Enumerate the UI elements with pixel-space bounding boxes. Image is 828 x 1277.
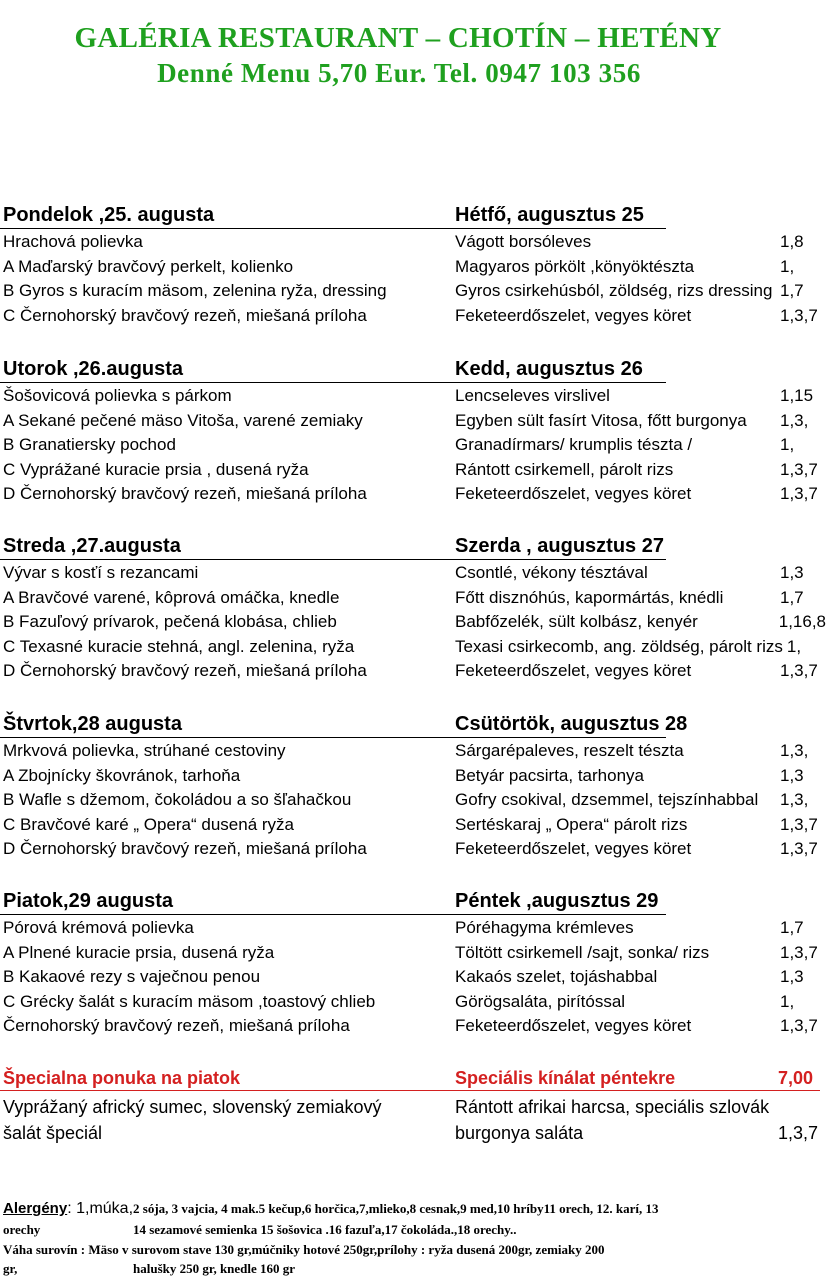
menu-item-allergens: 1,3, bbox=[780, 410, 809, 430]
day-title-hu: Csütörtök, augusztus 28 bbox=[455, 713, 688, 735]
day-divider bbox=[0, 737, 666, 738]
menu-item-allergens: 1,3,7 bbox=[780, 484, 818, 504]
allergen-rest: 2 sója, 3 vajcia, 4 mak.5 kečup,6 horčica,7,mlieko,8 cesnak,9 med,10 hríby11 orech, 12. karí, 13 bbox=[133, 1201, 659, 1216]
menu-item-hu: Csontlé, vékony tésztával bbox=[455, 563, 648, 582]
menu-item-hu: Sárgarépaleves, reszelt tészta bbox=[455, 741, 684, 760]
menu-item-sk: A Plnené kuracie prsia, dusená ryža bbox=[3, 942, 275, 962]
menu-item-allergens: 1,7 bbox=[780, 918, 804, 937]
menu-item-hu: Feketeerdőszelet, vegyes köret bbox=[455, 305, 692, 325]
menu-item-hu: Feketeerdőszelet, vegyes köret bbox=[455, 484, 692, 504]
allergen-first: : 1,múka, bbox=[67, 1200, 134, 1217]
menu-item-sk: B Wafle s džemom, čokoládou a so šľahačkou bbox=[3, 790, 352, 810]
menu-item-sk: A Sekané pečené mäso Vitoša, varené zemiaky bbox=[3, 410, 363, 430]
menu-item-hu: Feketeerdőszelet, vegyes köret bbox=[455, 1016, 692, 1036]
menu-item-sk: Hrachová polievka bbox=[3, 232, 143, 251]
menu-item-sk: Pórová krémová polievka bbox=[3, 918, 194, 937]
menu-item-allergens: 1,3,7 bbox=[780, 1016, 818, 1036]
weight-line-1: Váha surovín : Mäso v surovom stave 130 gr,múčniky hotové 250gr,prílohy : ryža dusená 200gr, zemiaky 200 bbox=[3, 1242, 605, 1257]
allergen-line-2 bbox=[3, 1222, 517, 1238]
menu-item-sk: C Vyprážané kuracie prsia , dusená ryža bbox=[3, 459, 309, 479]
menu-item-sk: Černohorský bravčový rezeň, miešaná príloha bbox=[3, 1016, 350, 1036]
special-allergens: 1,3,7 bbox=[778, 1123, 819, 1143]
menu-item-hu: Babfőzelék, sült kolbász, kenyér bbox=[455, 612, 698, 632]
menu-item-sk: A Maďarský bravčový perkelt, kolienko bbox=[3, 256, 294, 276]
menu-item-hu: Texasi csirkecomb, ang. zöldség, párolt rizs bbox=[455, 636, 783, 656]
menu-item-hu: Főtt disznóhús, kapormártás, knédli bbox=[455, 587, 724, 607]
day-title-sk: Utorok ,26.augusta bbox=[3, 358, 184, 380]
allergen-line-1 bbox=[3, 1200, 659, 1218]
menu-item-sk: B Gyros s kuracím mäsom, zelenina ryža, dressing bbox=[3, 281, 387, 301]
menu-item-sk: Šošovicová polievka s párkom bbox=[3, 386, 232, 405]
menu-item-allergens: 1,15 bbox=[780, 386, 814, 405]
allergen-line2-rest: 14 sezamové semienka 15 šošovica .16 fazuľa,17 čokoláda.,18 orechy.. bbox=[133, 1222, 517, 1237]
weight-line2-rest: halušky 250 gr, knedle 160 gr bbox=[133, 1261, 296, 1276]
menu-item-allergens: 1,3,7 bbox=[780, 942, 818, 962]
menu-item-allergens: 1,3, bbox=[780, 790, 809, 810]
menu-item-allergens: 1,3,7 bbox=[780, 839, 818, 859]
special-desc-hu bbox=[455, 1094, 769, 1146]
menu-item-hu: Rántott csirkemell, párolt rizs bbox=[455, 459, 674, 479]
restaurant-title: GALÉRIA RESTAURANT – CHOTÍN – HETÉNY bbox=[74, 22, 722, 54]
menu-item-sk: A Bravčové varené, kôprová omáčka, knedle bbox=[3, 587, 340, 607]
menu-item-hu: Töltött csirkemell /sajt, sonka/ rizs bbox=[455, 942, 710, 962]
menu-item-allergens: 1, bbox=[780, 991, 795, 1011]
menu-item-hu: Egyben sült fasírt Vitosa, főtt burgonya bbox=[455, 410, 747, 430]
allergen-label: Alergény bbox=[3, 1200, 68, 1217]
special-price: 7,00 bbox=[778, 1068, 814, 1088]
day-title-hu: Péntek ,augusztus 29 bbox=[455, 890, 659, 912]
menu-item-allergens: 1,3 bbox=[780, 765, 804, 785]
menu-item-hu: Sertéskaraj „ Opera“ párolt rizs bbox=[455, 814, 688, 834]
menu-item-allergens: 1,7 bbox=[780, 281, 804, 301]
menu-item-hu: Feketeerdőszelet, vegyes köret bbox=[455, 839, 692, 859]
menu-item-sk: D Černohorský bravčový rezeň, miešaná príloha bbox=[3, 484, 367, 504]
menu-item-allergens: 1,3, bbox=[780, 741, 809, 760]
special-desc-hu-line2: burgonya saláta bbox=[455, 1123, 584, 1143]
menu-item-sk: Mrkvová polievka, strúhané cestoviny bbox=[3, 741, 286, 760]
day-title-sk: Streda ,27.augusta bbox=[3, 535, 181, 557]
menu-item-allergens: 1, bbox=[786, 636, 802, 656]
menu-item-hu: Feketeerdőszelet, vegyes köret bbox=[455, 661, 692, 681]
menu-item-sk: Vývar s kosťí s rezancami bbox=[3, 563, 199, 582]
menu-item-allergens: 1,7 bbox=[780, 587, 804, 607]
weight-line-2 bbox=[3, 1261, 295, 1277]
menu-item-allergens: 1,3,7 bbox=[780, 814, 818, 834]
day-divider bbox=[0, 382, 666, 383]
menu-item-allergens: 1, bbox=[780, 256, 795, 276]
menu-item-hu: Betyár pacsirta, tarhonya bbox=[455, 765, 644, 785]
menu-item-hu: Granadírmars/ krumplis tészta / bbox=[455, 435, 693, 455]
special-desc-hu-line1: Rántott afrikai harcsa, speciális szlovák bbox=[455, 1097, 770, 1117]
day-divider bbox=[0, 914, 666, 915]
day-title-hu: Hétfő, augusztus 25 bbox=[455, 204, 644, 226]
menu-item-hu: Kakaós szelet, tojáshabbal bbox=[455, 967, 658, 987]
menu-item-allergens: 1,3 bbox=[780, 967, 804, 987]
day-divider bbox=[0, 559, 666, 560]
weight-line2-start: gr, bbox=[3, 1261, 18, 1276]
menu-item-allergens: 1,16,8 bbox=[778, 612, 826, 632]
menu-item-allergens: 1,3,7 bbox=[780, 305, 818, 325]
menu-item-hu: Gyros csirkehúsból, zöldség, rizs dressing bbox=[455, 281, 773, 301]
menu-item-hu: Magyaros pörkölt ,könyöktészta bbox=[455, 256, 695, 276]
day-title-sk: Piatok,29 augusta bbox=[3, 890, 174, 912]
menu-item-hu: Vágott borsóleves bbox=[455, 232, 592, 251]
menu-item-allergens: 1,3 bbox=[780, 563, 804, 582]
day-divider bbox=[0, 228, 666, 229]
special-desc-sk bbox=[3, 1094, 381, 1146]
day-title-hu: Szerda , augusztus 27 bbox=[455, 535, 664, 557]
allergen-line2-start: orechy bbox=[3, 1222, 41, 1237]
menu-item-sk: C Bravčové karé „ Opera“ dusená ryža bbox=[3, 814, 295, 834]
menu-item-sk: C Texasné kuracie stehná, angl. zelenina, ryža bbox=[3, 636, 355, 656]
special-divider bbox=[0, 1090, 820, 1091]
menu-item-allergens: 1, bbox=[780, 435, 795, 455]
menu-item-sk: C Grécky šalát s kuracím mäsom ,toastový chlieb bbox=[3, 991, 376, 1011]
special-title-hu: Speciális kínálat péntekre bbox=[455, 1068, 676, 1088]
menu-subtitle: Denné Menu 5,70 Eur. Tel. 0947 103 356 bbox=[157, 58, 641, 88]
day-title-hu: Kedd, augusztus 26 bbox=[455, 358, 643, 380]
menu-item-sk: B Fazuľový prívarok, pečená klobása, chlieb bbox=[3, 612, 337, 632]
menu-item-sk: D Černohorský bravčový rezeň, miešaná príloha bbox=[3, 661, 367, 681]
menu-item-allergens: 1,8 bbox=[780, 232, 804, 251]
menu-item-sk: D Černohorský bravčový rezeň, miešaná príloha bbox=[3, 839, 367, 859]
menu-item-sk: B Kakaové rezy s vaječnou penou bbox=[3, 967, 261, 987]
menu-item-sk: C Černohorský bravčový rezeň, miešaná príloha bbox=[3, 305, 367, 325]
menu-item-hu: Póréhagyma krémleves bbox=[455, 918, 634, 937]
menu-item-allergens: 1,3,7 bbox=[780, 459, 818, 479]
special-desc-sk-line1: Vyprážaný africký sumec, slovenský zemiakový bbox=[3, 1097, 382, 1117]
menu-item-allergens: 1,3,7 bbox=[780, 661, 818, 681]
menu-item-sk: B Granatiersky pochod bbox=[3, 435, 176, 455]
special-desc-sk-line2: šalát špeciál bbox=[3, 1123, 103, 1143]
menu-item-sk: A Zbojnícky škovránok, tarhoňa bbox=[3, 765, 241, 785]
day-title-sk: Štvrtok,28 augusta bbox=[3, 713, 182, 735]
special-title-sk: Špecialna ponuka na piatok bbox=[3, 1068, 241, 1088]
menu-item-hu: Lencseleves virslivel bbox=[455, 386, 610, 405]
menu-item-hu: Gofry csokival, dzsemmel, tejszínhabbal bbox=[455, 790, 759, 810]
day-title-sk: Pondelok ,25. augusta bbox=[3, 204, 215, 226]
menu-item-hu: Görögsaláta, pirítóssal bbox=[455, 991, 626, 1011]
